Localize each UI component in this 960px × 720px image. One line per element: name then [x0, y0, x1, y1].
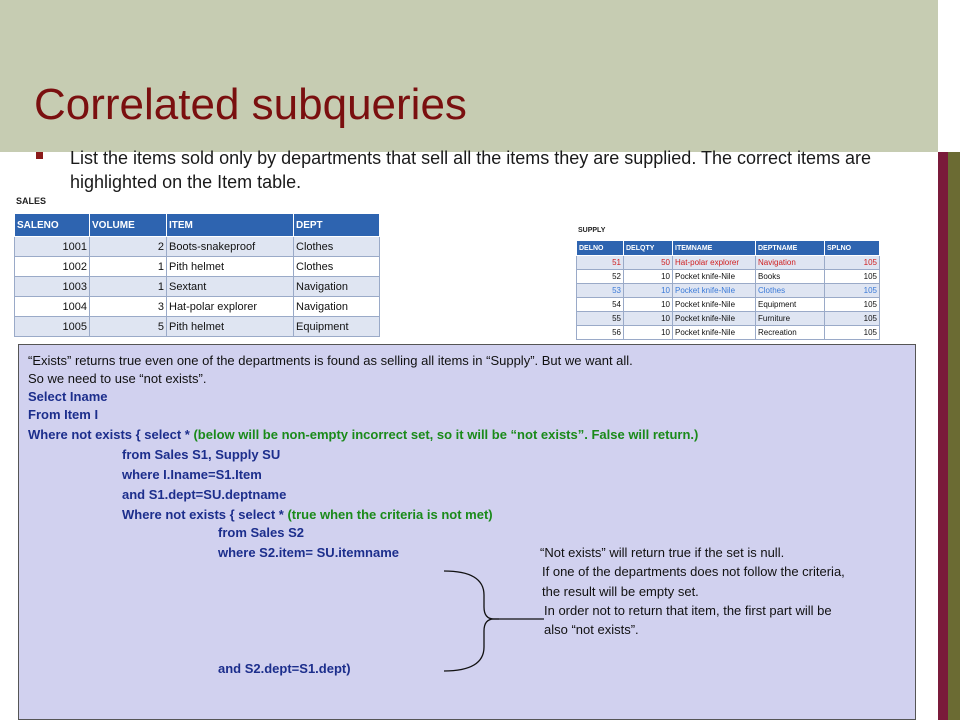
sql-comment: (true when the criteria is not met)	[287, 507, 493, 522]
table-row	[577, 326, 880, 340]
table-row	[577, 270, 880, 284]
table-row	[15, 257, 380, 277]
table-cell: 56	[577, 326, 624, 340]
side-accent-bar-2	[948, 152, 960, 720]
column-header: VOLUME	[90, 214, 167, 237]
note-line: If one of the departments does not follow the criteria,	[542, 564, 845, 579]
table-cell: 105	[825, 270, 880, 284]
sql-line: and S1.dept=SU.deptname	[122, 487, 287, 502]
column-header: DEPTNAME	[756, 241, 825, 256]
table-cell: 1005	[15, 317, 90, 337]
table-cell: 105	[825, 298, 880, 312]
table-cell: 105	[825, 312, 880, 326]
table-cell: Sextant	[167, 277, 294, 297]
table-cell: 10	[624, 284, 673, 298]
table-cell: Pocket knife-Nile	[673, 326, 756, 340]
table-cell: 10	[624, 298, 673, 312]
table-cell: 1002	[15, 257, 90, 277]
table-cell: Equipment	[294, 317, 380, 337]
sql-line: where I.Iname=S1.Item	[122, 467, 262, 482]
table-cell: Pocket knife-Nile	[673, 298, 756, 312]
table-header-row	[15, 214, 380, 237]
table-cell: Recreation	[756, 326, 825, 340]
table-cell: Pocket knife-Nile	[673, 284, 756, 298]
column-header: DELQTY	[624, 241, 673, 256]
table-cell: 50	[624, 256, 673, 270]
column-header: DELNO	[577, 241, 624, 256]
table-cell: Navigation	[756, 256, 825, 270]
table-cell: 54	[577, 298, 624, 312]
table-cell: Pith helmet	[167, 257, 294, 277]
bullet-marker-icon	[36, 152, 43, 159]
table-cell: 53	[577, 284, 624, 298]
table-cell: 10	[624, 312, 673, 326]
table-cell: Pocket knife-Nile	[673, 270, 756, 284]
sql-line: from Sales S1, Supply SU	[122, 447, 281, 462]
explanation-line: So we need to use “not exists”.	[28, 371, 207, 386]
table-row	[15, 317, 380, 337]
note-line: “Not exists” will return true if the set is null.	[540, 545, 785, 560]
sql-line: from Sales S2	[218, 525, 304, 540]
table-cell: Navigation	[294, 297, 380, 317]
table-cell: 52	[577, 270, 624, 284]
table-cell: 105	[825, 284, 880, 298]
table-cell: 105	[825, 256, 880, 270]
table-cell: Furniture	[756, 312, 825, 326]
sql-fragment: Where not exists { select *	[122, 507, 288, 522]
sql-line	[28, 427, 698, 443]
table-cell: Boots-snakeproof	[167, 237, 294, 257]
note-line: also “not exists”.	[544, 622, 639, 637]
table-cell: Clothes	[294, 237, 380, 257]
table-cell: 1	[90, 257, 167, 277]
table-cell: 1001	[15, 237, 90, 257]
table-cell: 51	[577, 256, 624, 270]
table-row	[577, 312, 880, 326]
table-cell: 10	[624, 270, 673, 284]
column-header: ITEMNAME	[673, 241, 756, 256]
table-cell: Hat-polar explorer	[673, 256, 756, 270]
table-cell: 1004	[15, 297, 90, 317]
slide-title: Correlated subqueries	[34, 80, 467, 129]
table-header-row	[577, 241, 880, 256]
sql-comment: (below will be non-empty incorrect set, so it will be “not exists”. False will return.)	[193, 427, 699, 442]
table-row	[577, 298, 880, 312]
table-cell: Clothes	[756, 284, 825, 298]
sql-line: Select Iname	[28, 389, 108, 404]
table-cell: Clothes	[294, 257, 380, 277]
table-cell: 105	[825, 326, 880, 340]
note-line: In order not to return that item, the first part will be	[544, 603, 832, 618]
column-header: SPLNO	[825, 241, 880, 256]
table-row	[577, 256, 880, 270]
table-cell: 1	[90, 277, 167, 297]
supply-caption: SUPPLY	[578, 227, 606, 234]
explanation-line: “Exists” returns true even one of the departments is found as selling all items in “Supply”. But we want all.	[28, 353, 633, 368]
table-cell: Pocket knife-Nile	[673, 312, 756, 326]
column-header: DEPT	[294, 214, 380, 237]
sql-line: and S2.dept=S1.dept)	[218, 661, 351, 676]
bullet-text: List the items sold only by departments that sell all the items they are supplied. The correct items are highlighted on the Item table.	[70, 148, 872, 192]
sales-table	[14, 213, 380, 337]
table-cell: 3	[90, 297, 167, 317]
sql-fragment: Where not exists { select *	[28, 427, 194, 442]
sql-line: From Item I	[28, 407, 99, 422]
sql-line: where S2.item= SU.itemname	[218, 545, 399, 560]
table-cell: 5	[90, 317, 167, 337]
note-line: the result will be empty set.	[542, 584, 699, 599]
table-cell: 2	[90, 237, 167, 257]
sales-caption: SALES	[16, 196, 47, 206]
table-cell: 1003	[15, 277, 90, 297]
table-row	[15, 277, 380, 297]
side-accent-bar	[938, 152, 948, 720]
table-row	[15, 297, 380, 317]
column-header: SALENO	[15, 214, 90, 237]
table-row	[577, 284, 880, 298]
table-cell: Books	[756, 270, 825, 284]
explanation-box	[18, 344, 916, 720]
column-header: ITEM	[167, 214, 294, 237]
table-cell: Pith helmet	[167, 317, 294, 337]
table-cell: 10	[624, 326, 673, 340]
table-cell: Navigation	[294, 277, 380, 297]
supply-table	[576, 240, 880, 340]
table-cell: Equipment	[756, 298, 825, 312]
table-cell: 55	[577, 312, 624, 326]
table-row	[15, 237, 380, 257]
sql-line	[122, 507, 493, 523]
brace-icon	[439, 569, 549, 674]
table-cell: Hat-polar explorer	[167, 297, 294, 317]
